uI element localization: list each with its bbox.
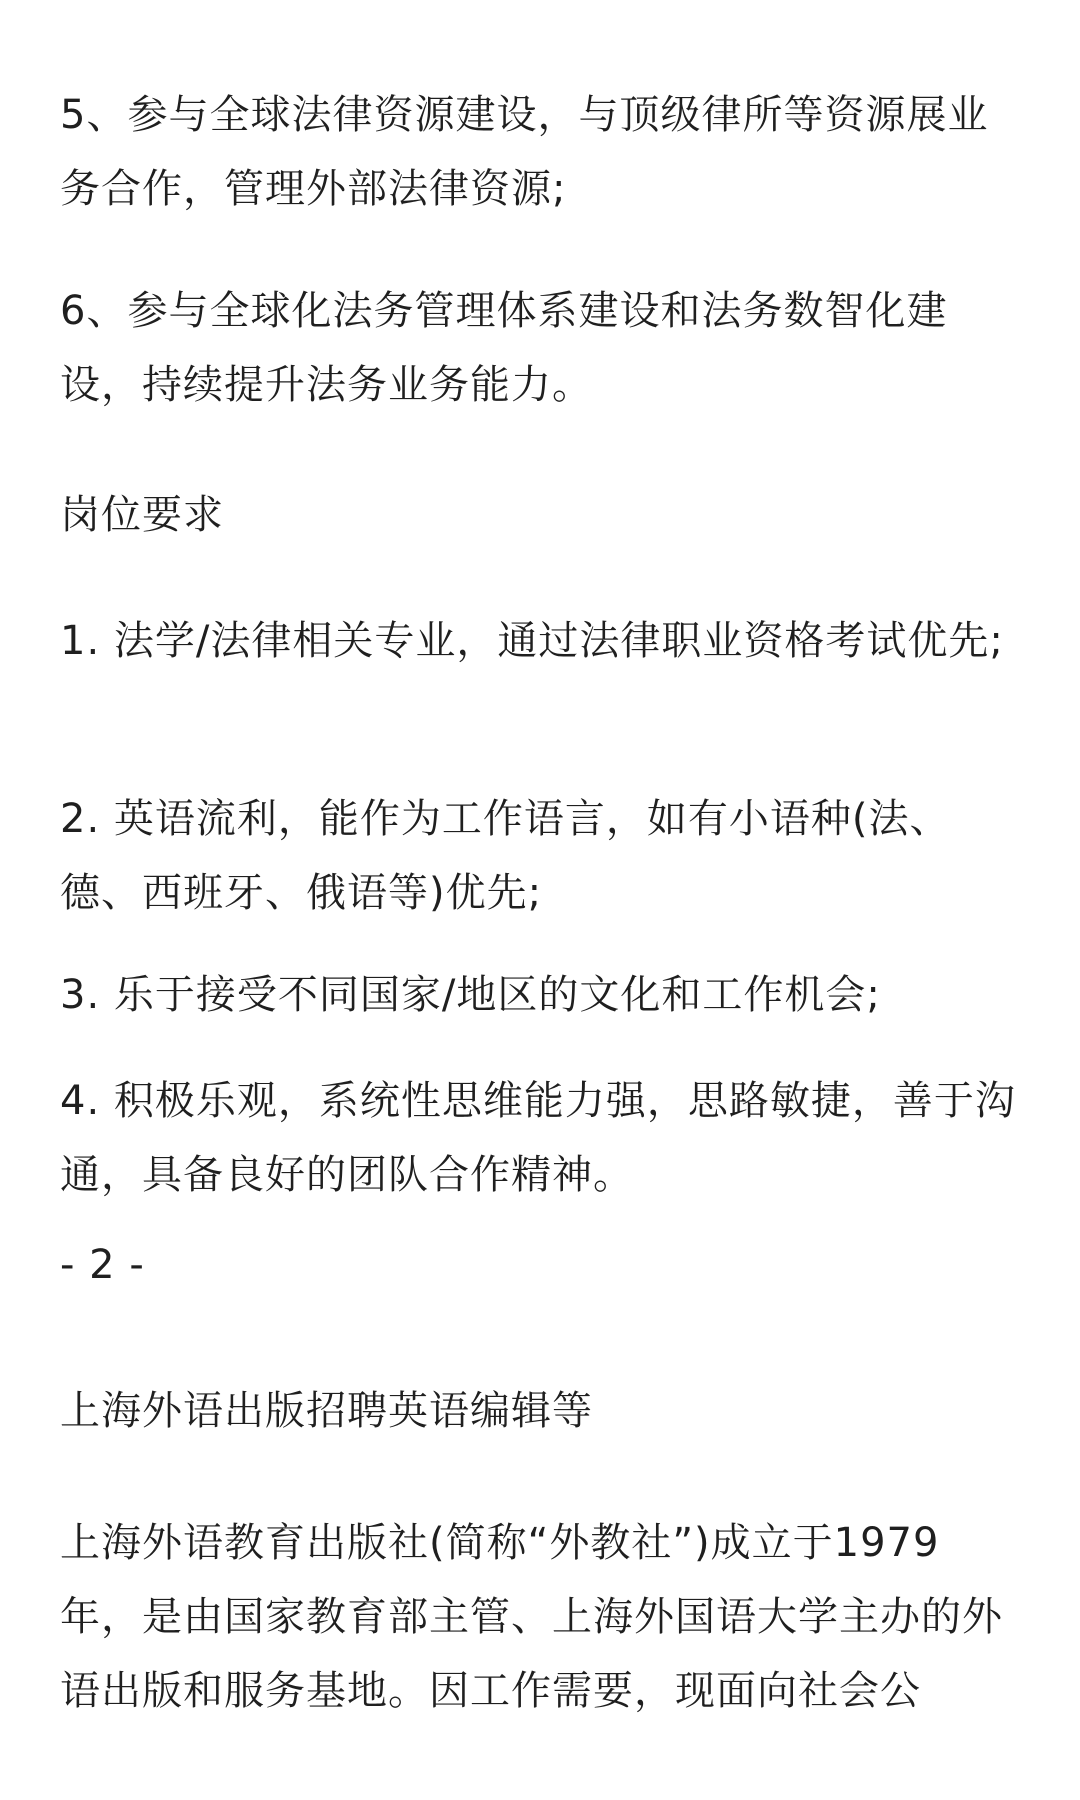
- duty-item-5: 5、参与全球法律资源建设，与顶级律所等资源展业务合作，管理外部法律资源;: [60, 92, 989, 212]
- requirement-item-2: 2. 英语流利，能作为工作语言，如有小语种(法、德、西班牙、俄语等)优先;: [60, 796, 951, 916]
- requirement-item-3: 3. 乐于接受不同国家/地区的文化和工作机会;: [60, 972, 881, 1018]
- requirement-item-1: 1. 法学/法律相关专业，通过法律职业资格考试优先;: [60, 618, 1004, 664]
- section-heading-requirements: 岗位要求: [60, 492, 224, 538]
- duty-item-6: 6、参与全球化法务管理体系建设和法务数智化建设，持续提升法务业务能力。: [60, 288, 948, 408]
- page-number: - 2 -: [60, 1242, 145, 1288]
- publisher-intro-paragraph: 上海外语教育出版社(简称“外教社”)成立于1979年，是由国家教育部主管、上海外国语大学主办的外语出版和服务基地。因工作需要，现面向社会公: [60, 1520, 1003, 1714]
- section-title-shanghai-publisher: 上海外语出版招聘英语编辑等: [60, 1388, 593, 1434]
- requirement-item-4: 4. 积极乐观，系统性思维能力强，思路敏捷，善于沟通，具备良好的团队合作精神。: [60, 1078, 1016, 1198]
